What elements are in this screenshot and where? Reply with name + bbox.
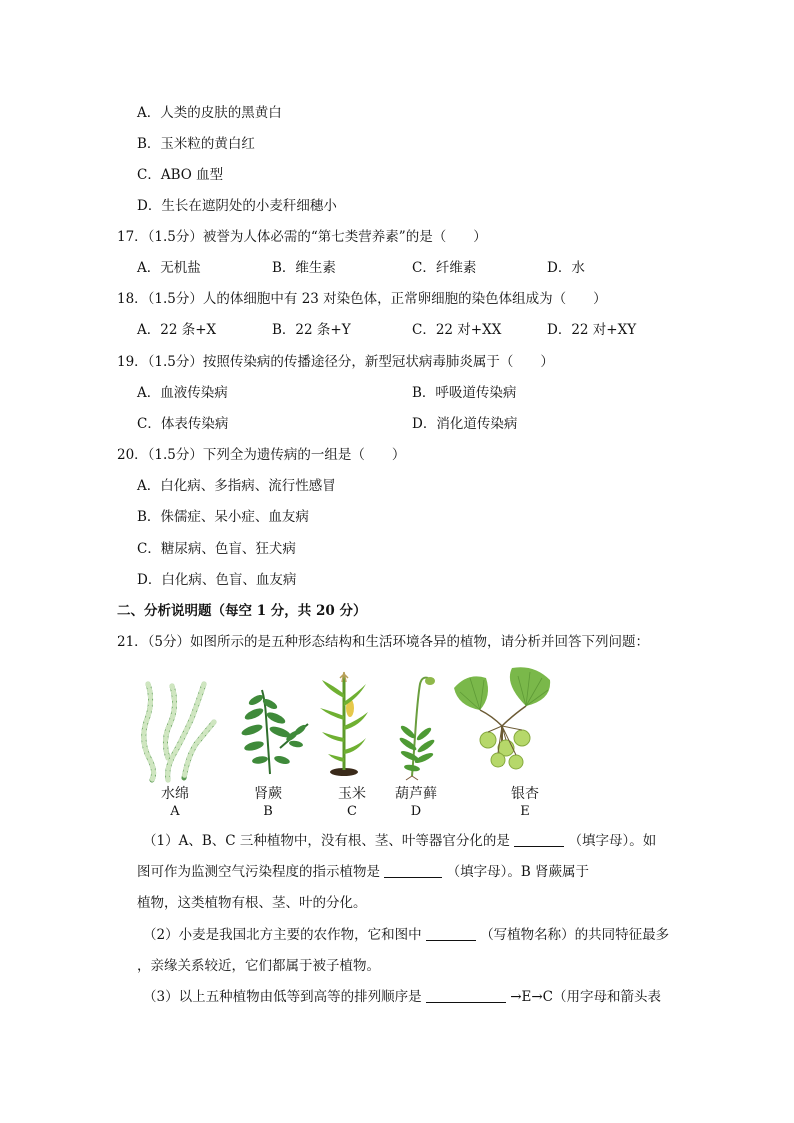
q21-part3-text-a: （3）以上五种植物由低等到高等的排列顺序是 xyxy=(143,989,422,1005)
plant-letter-c: C xyxy=(347,804,357,819)
q20-option-d: D．白化病、色盲、血友病 xyxy=(137,572,297,588)
q18-option-c: C．22 对+XX xyxy=(412,322,502,338)
q21-stem: 21．（5分）如图所示的是五种形态结构和生活环境各异的植物，请分析并回答下列问题： xyxy=(117,634,650,650)
spirogyra-illustration xyxy=(138,682,218,782)
plant-name-e: 银杏 xyxy=(511,786,539,802)
q16-option-a: A．人类的皮肤的黑黄白 xyxy=(137,105,282,121)
q21-part2-text-c: ，亲缘关系较近，它们都属于被子植物。 xyxy=(137,958,380,974)
q21-blank-4[interactable] xyxy=(426,988,506,1003)
q19-option-a: A．血液传染病 xyxy=(137,385,228,401)
q21-part1-line1 xyxy=(143,832,656,850)
plant-name-d: 葫芦藓 xyxy=(395,786,437,802)
plant-letter-a: A xyxy=(170,804,180,819)
q21-part2-text-b: （写植物名称）的共同特征最多 xyxy=(480,927,670,943)
q21-part2-line1 xyxy=(143,926,669,944)
q17-stem: 17．（1.5分）被誉为人体必需的“第七类营养素”的是（ ） xyxy=(117,229,487,245)
q19-option-d: D．消化道传染病 xyxy=(412,416,518,432)
ginkgo-illustration xyxy=(452,666,554,774)
q20-option-a: A．白化病、多指病、流行性感冒 xyxy=(137,478,336,494)
q21-part1-text-d: （填字母）。B 肾蕨属于 xyxy=(446,864,590,880)
q20-option-b: B．侏儒症、呆小症、血友病 xyxy=(137,509,309,525)
q16-option-b: B．玉米粒的黄白红 xyxy=(137,136,255,152)
fern-illustration xyxy=(240,686,312,776)
q17-option-d: D．水 xyxy=(547,260,585,276)
q21-part2-line2 xyxy=(137,957,380,975)
q17-option-c: C．纤维素 xyxy=(412,260,477,276)
corn-illustration xyxy=(318,668,370,776)
plant-name-c: 玉米 xyxy=(338,786,366,802)
q21-part1-text-b: （填字母）。如 xyxy=(568,833,657,849)
q18-option-d: D．22 对+XY xyxy=(547,322,637,338)
q17-option-a: A．无机盐 xyxy=(137,260,201,276)
plant-letter-d: D xyxy=(410,804,422,819)
q19-stem: 19．（1.5分）按照传染病的传播途径分，新型冠状病毒肺炎属于（ ） xyxy=(117,354,554,370)
q21-blank-2[interactable] xyxy=(384,863,442,878)
q16-option-c: C．ABO 血型 xyxy=(137,167,224,183)
plant-letter-b: B xyxy=(263,804,273,819)
section-2-title: 二、分析说明题（每空 1 分，共 20 分） xyxy=(117,603,367,619)
q21-part1-line2 xyxy=(137,863,589,881)
q18-option-b: B．22 条+Y xyxy=(272,322,351,338)
q21-part3-line1 xyxy=(143,988,661,1006)
q19-option-c: C．体表传染病 xyxy=(137,416,229,432)
q21-part1-line3 xyxy=(137,894,367,912)
q21-blank-3[interactable] xyxy=(426,926,476,941)
plant-letter-e: E xyxy=(520,804,530,819)
q21-part3-text-b: →E→C（用字母和箭头表 xyxy=(510,989,661,1005)
q20-stem: 20．（1.5分）下列全为遗传病的一组是（ ） xyxy=(117,447,406,463)
q21-blank-1[interactable] xyxy=(514,832,564,847)
moss-illustration xyxy=(398,672,442,780)
q16-option-d: D．生长在遮阴处的小麦秆细穗小 xyxy=(137,198,337,214)
q20-option-c: C．糖尿病、色盲、狂犬病 xyxy=(137,541,296,557)
plant-name-a: 水绵 xyxy=(161,786,189,802)
plant-name-b: 肾蕨 xyxy=(254,786,282,802)
q21-part1-text-e: 植物，这类植物有根、茎、叶的分化。 xyxy=(137,895,367,911)
q21-part2-text-a: （2）小麦是我国北方主要的农作物，它和图中 xyxy=(143,927,422,943)
q18-stem: 18．（1.5分）人的体细胞中有 23 对染色体，正常卵细胞的染色体组成为（ ） xyxy=(117,291,607,307)
q21-part1-text-c: 图可作为监测空气污染程度的指示植物是 xyxy=(137,864,380,880)
q21-part1-text-a: （1）A、B、C 三种植物中，没有根、茎、叶等器官分化的是 xyxy=(143,833,510,849)
q17-option-b: B．维生素 xyxy=(272,260,336,276)
q18-option-a: A．22 条+X xyxy=(137,322,217,338)
q19-option-b: B．呼吸道传染病 xyxy=(412,385,517,401)
